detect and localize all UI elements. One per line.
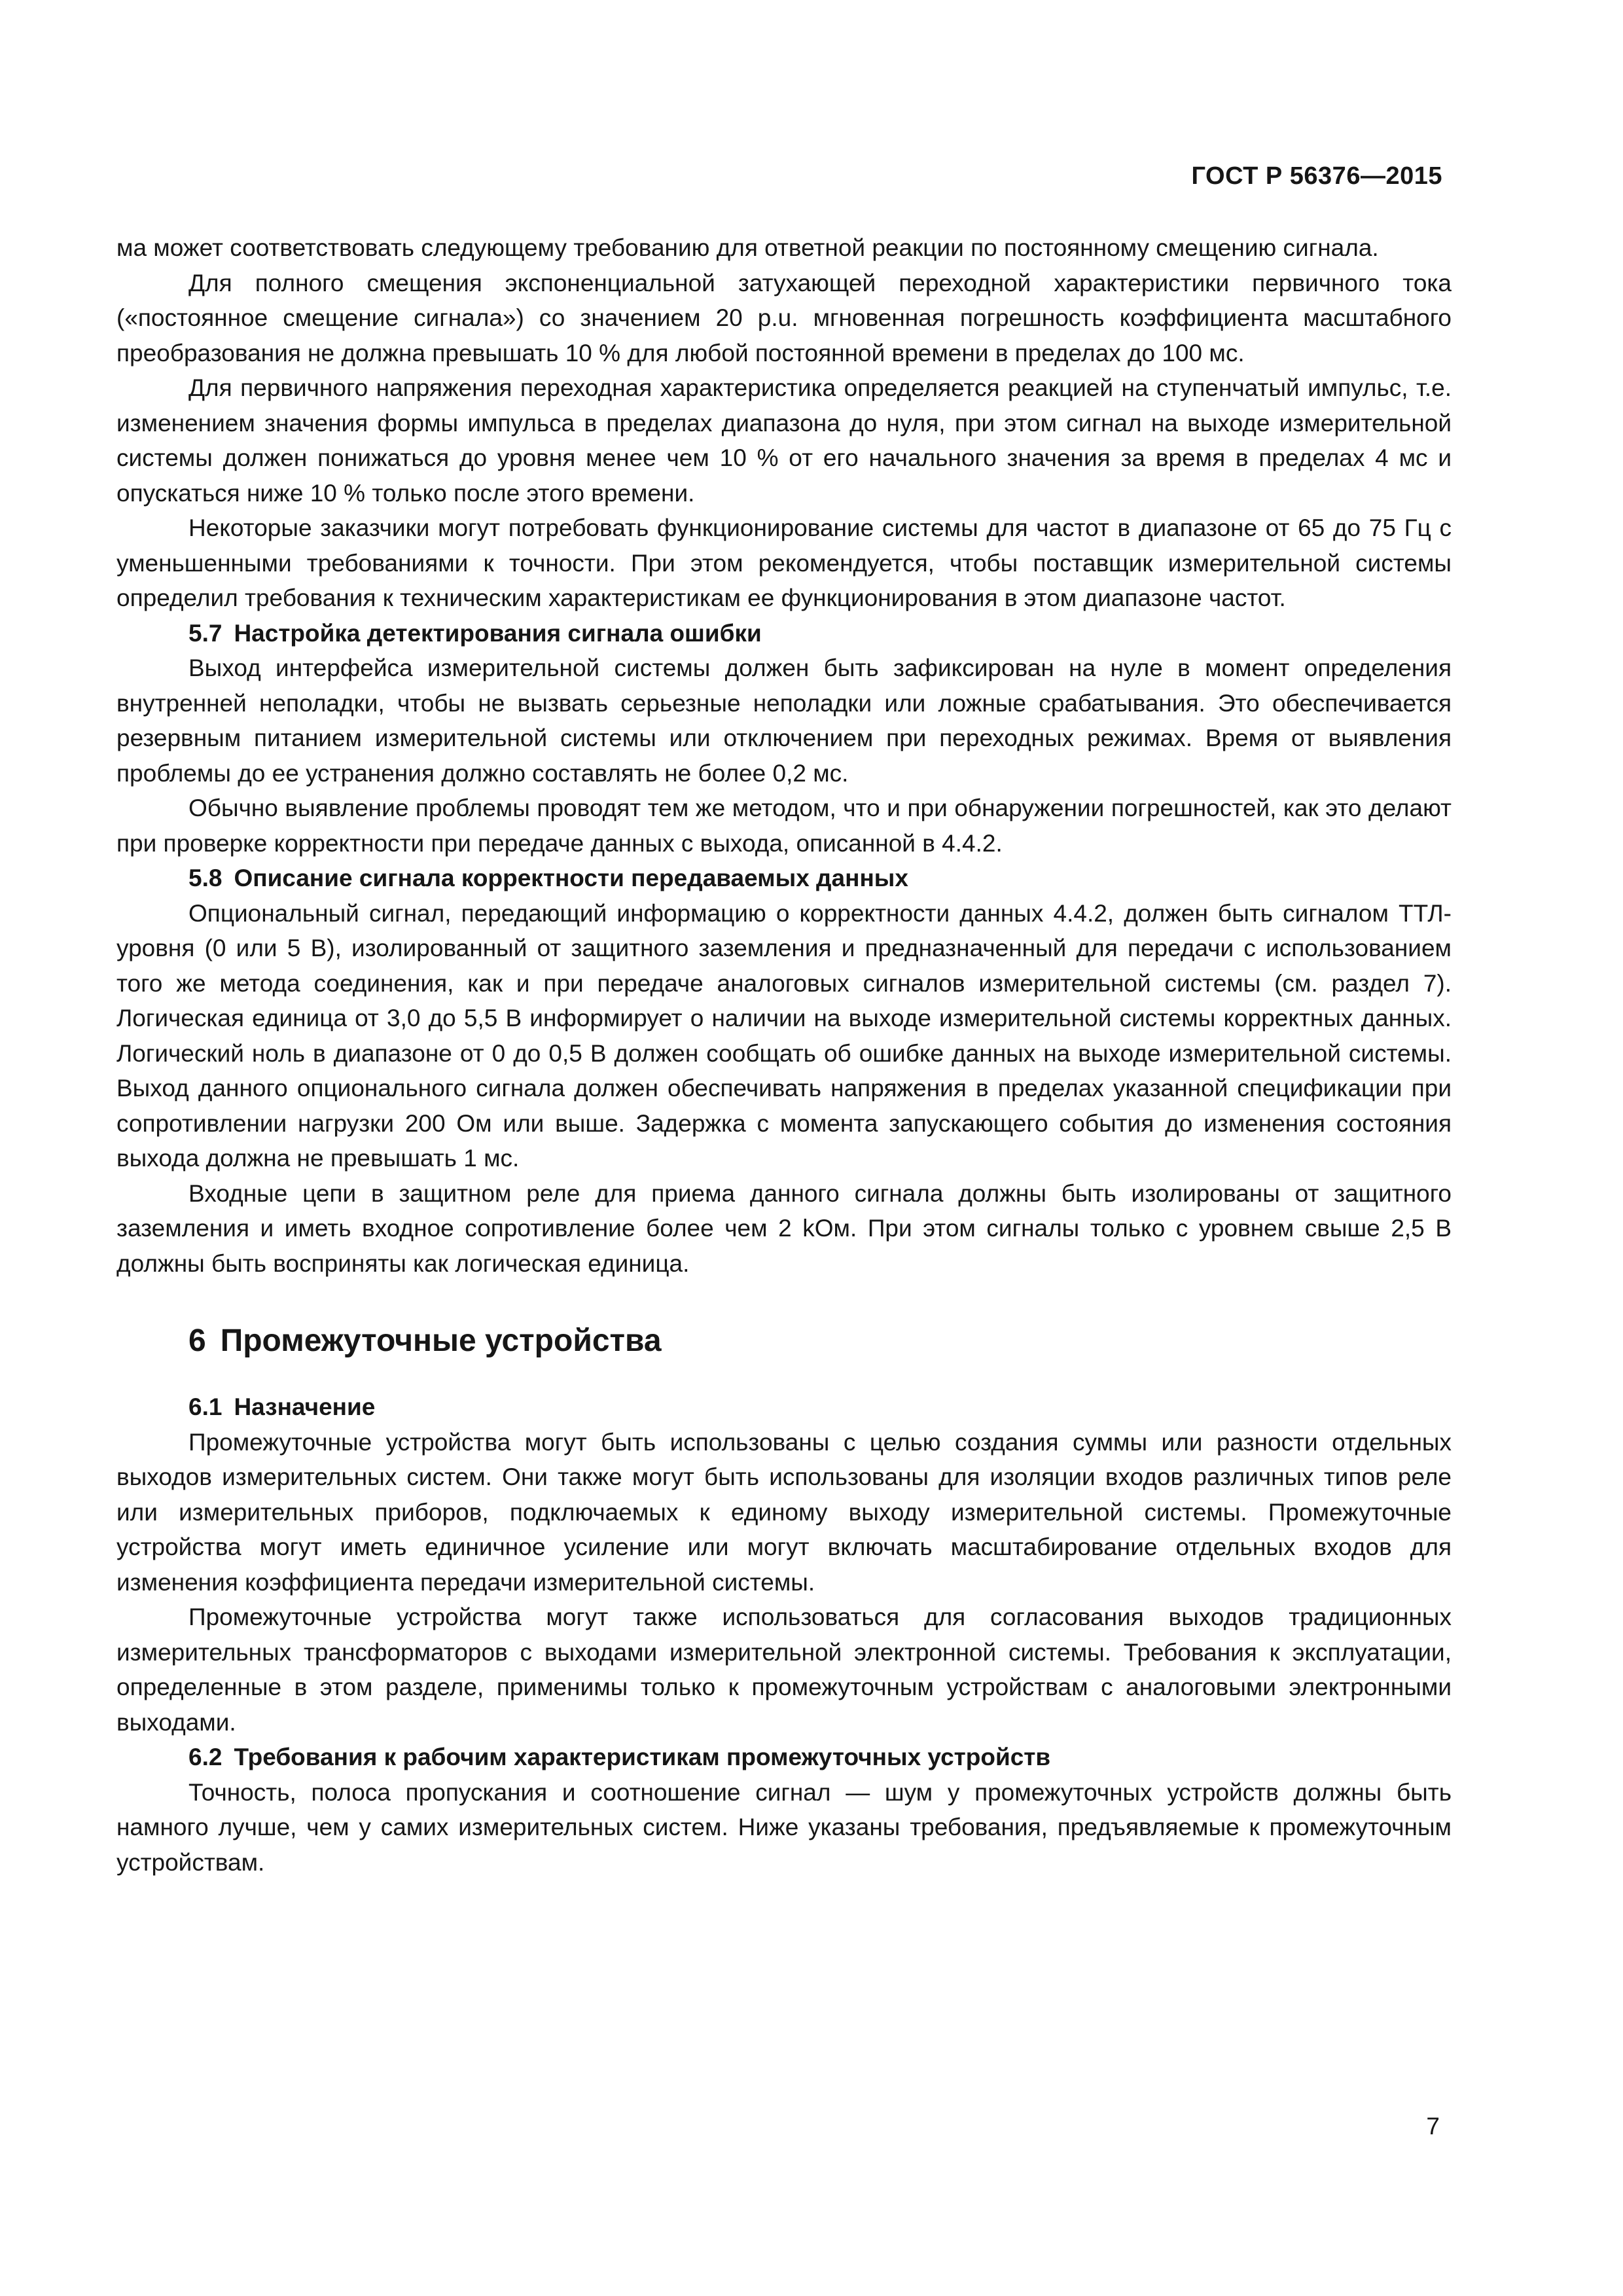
section-heading-6-1 [116, 1390, 1452, 1425]
paragraph: Точность, полоса пропускания и соотношение сигнал — шум у промежуточных устройств должны быть намного лучше, чем у самих измерительных систем. Ниже указаны требования, предъявляемые к промежуточным устройствам. [116, 1778, 1452, 1876]
paragraph: Промежуточные устройства могут также использоваться для согласования выходов традиционных измерительных трансформаторов с выходами измерительной электронной системы. Требования к эксплуатации, определенные в этом разделе, применимы только к промежуточным устройствам с аналоговыми электронными выходами. [116, 1604, 1452, 1736]
section-number: 6.2 [188, 1744, 223, 1770]
paragraph: Обычно выявление проблемы проводят тем же методом, что и при обнаружении погрешностей, как это делают при проверке корректности при передаче данных с выхода, описанной в 4.4.2. [116, 795, 1452, 857]
chapter-number: 6 [188, 1323, 206, 1358]
paragraph: Некоторые заказчики могут потребовать функционирование системы для частот в диапазоне от 65 до 75 Гц с уменьшенными требованиями к точности. При этом рекомендуется, чтобы поставщик измерительной системы определил требования к техническим характеристикам ее функционирования в этом диапазоне частот. [116, 514, 1452, 611]
section-number: 6.1 [188, 1393, 223, 1420]
paragraph: Опциональный сигнал, передающий информацию о корректности данных 4.4.2, должен быть сигналом ТТЛ-уровня (0 или 5 В), изолированный от защитного заземления и предназначенный для передачи с использованием того же метода соединения, как и при передаче аналоговых сигналов измерительной системы (см. раздел 7). Логическая единица от 3,0 до 5,5 В информирует о наличии на выходе измерительной системы корректных данных. Логический ноль в диапазоне от 0 до 0,5 В должен сообщать об ошибке данных на выходе измерительной системы. Выход данного опционального сигнала должен обеспечивать напряжения в пределах указанной спецификации при сопротивлении нагрузки 200 Ом или выше. Задержка с момента запускающего события до изменения состояния выхода должна не превышать 1 мс. [116, 899, 1452, 1172]
chapter-title: Промежуточные устройства [220, 1323, 662, 1358]
page-content [116, 230, 1452, 1880]
section-heading-5-7 [116, 616, 1452, 651]
section-heading-5-8 [116, 861, 1452, 896]
section-title: Назначение [234, 1393, 376, 1420]
paragraph: Промежуточные устройства могут быть использованы с целью создания суммы или разности отдельных выходов измерительных систем. Они также могут быть использованы для изоляции входов различных типов реле или измерительных приборов, подключаемых к единому выходу измерительной системы. Промежуточные устройства могут иметь единичное усиление или могут включать масштабирование отдельных входов для изменения коэффициента передачи измерительной системы. [116, 1428, 1452, 1596]
chapter-heading-6 [116, 1321, 1452, 1361]
paragraph: Выход интерфейса измерительной системы должен быть зафиксирован на нуле в момент определения внутренней неполадки, чтобы не вызвать серьезные неполадки или ложные срабатывания. Это обеспечивается резервным питанием измерительной системы или отключением при переходных режимах. Время от выявления проблемы до ее устранения должно составлять не более 0,2 мс. [116, 655, 1452, 787]
section-number: 5.7 [188, 619, 223, 647]
paragraph: Для первичного напряжения переходная характеристика определяется реакцией на ступенчатый импульс, т.е. изменением значения формы импульса в пределах диапазона до нуля, при этом сигнал на выходе измерительной системы должен понижаться до уровня менее чем 10 % от его начального значения за время в пределах 4 мс и опускаться ниже 10 % только после этого времени. [116, 374, 1452, 507]
section-title: Описание сигнала корректности передаваемых данных [234, 865, 908, 891]
paragraph-continued: ма может соответствовать следующему требованию для ответной реакции по постоянному смещению сигнала. [116, 234, 1379, 261]
section-number: 5.8 [188, 865, 223, 891]
paragraph: Входные цепи в защитном реле для приема данного сигнала должны быть изолированы от защитного заземления и иметь входное сопротивление более чем 2 kОм. При этом сигналы только с уровнем свыше 2,5 В должны быть восприняты как логическая единица. [116, 1179, 1452, 1277]
section-title: Требования к рабочим характеристикам промежуточных устройств [234, 1744, 1051, 1770]
document-id-header: ГОСТ Р 56376—2015 [1191, 162, 1442, 190]
section-title: Настройка детектирования сигнала ошибки [234, 619, 762, 647]
section-heading-6-2 [116, 1740, 1452, 1775]
page-number: 7 [1426, 2113, 1440, 2140]
paragraph: Для полного смещения экспоненциальной затухающей переходной характеристики первичного тока («постоянное смещение сигнала») со значением 20 p.u. мгновенная погрешность коэффициента масштабного преобразования не должна превышать 10 % для любой постоянной времени в пределах до 100 мс. [116, 269, 1452, 367]
